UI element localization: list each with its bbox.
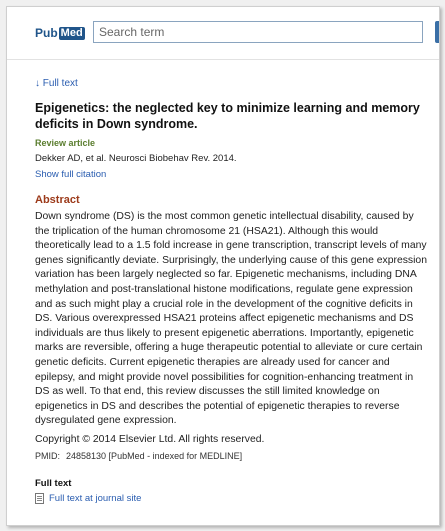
copyright-text: Copyright © 2014 Elsevier Ltd. All rights reserved. bbox=[35, 433, 265, 445]
search-button[interactable] bbox=[435, 21, 440, 43]
journal-site-link[interactable] bbox=[35, 493, 427, 504]
abstract-text: Down syndrome (DS) is the most common genetic intellectual disability, caused by the triplication of the human chromosome 21 (HSA21). Although this would theoretically lead to a 1.5 fold increase in gene transcription, transcript levels of many genes significantly deviate. Surprisingly, the underlying cause of this gene expression variation has been largely neglected so far. Epigenetic mechanisms, including DNA methylation and post-translational histone modifications, regulate gene expression and as such might play a crucial role in the development of the cognitive deficits in DS. Various overexpressed HSA21 proteins affect epigenetic mechanisms and DS individuals are thus likely to present epigenetic aberrations. Importantly, epigenetic marks are reversible, offering a huge therapeutic potential to alleviate or cure certain genetic deficits. Current epigenetic therapies are already used for cancer and epilepsy, and might provide novel possibilities for cognition-enhancing treatment in DS as well. To that end, this review discusses the still limited knowledge on epigenetics in DS and describes the potential of epigenetic therapies to reverse dysregulated gene expression. bbox=[35, 211, 427, 427]
browser-frame bbox=[6, 6, 440, 526]
article-title: Epigenetics: the neglected key to minimize learning and memory deficits in Down syndrome. bbox=[35, 101, 420, 131]
pmid-value: 24858130 [PubMed - indexed for MEDLINE] bbox=[66, 450, 243, 461]
pubmed-header bbox=[7, 7, 439, 60]
pmid-label: PMID: bbox=[35, 450, 61, 461]
logo-med-text: Med bbox=[60, 26, 83, 39]
doc-type-label: Review article bbox=[35, 138, 96, 148]
pubmed-logo[interactable] bbox=[35, 26, 85, 40]
document-icon bbox=[35, 493, 44, 504]
authors-citation: Dekker AD, et al. Neurosci Biobehav Rev. 2014. bbox=[35, 153, 237, 164]
journal-site-link-label: Full text at journal site bbox=[49, 492, 142, 504]
full-text-top-link[interactable]: ↓ Full text bbox=[35, 78, 78, 89]
logo-pub-text: Pub bbox=[35, 26, 58, 40]
article-content bbox=[35, 73, 427, 504]
abstract-heading: Abstract bbox=[35, 194, 80, 206]
pmid-line bbox=[35, 451, 427, 461]
show-full-citation-link[interactable]: Show full citation bbox=[35, 169, 107, 180]
full-text-heading: Full text bbox=[35, 477, 72, 489]
search-input[interactable] bbox=[93, 21, 423, 43]
